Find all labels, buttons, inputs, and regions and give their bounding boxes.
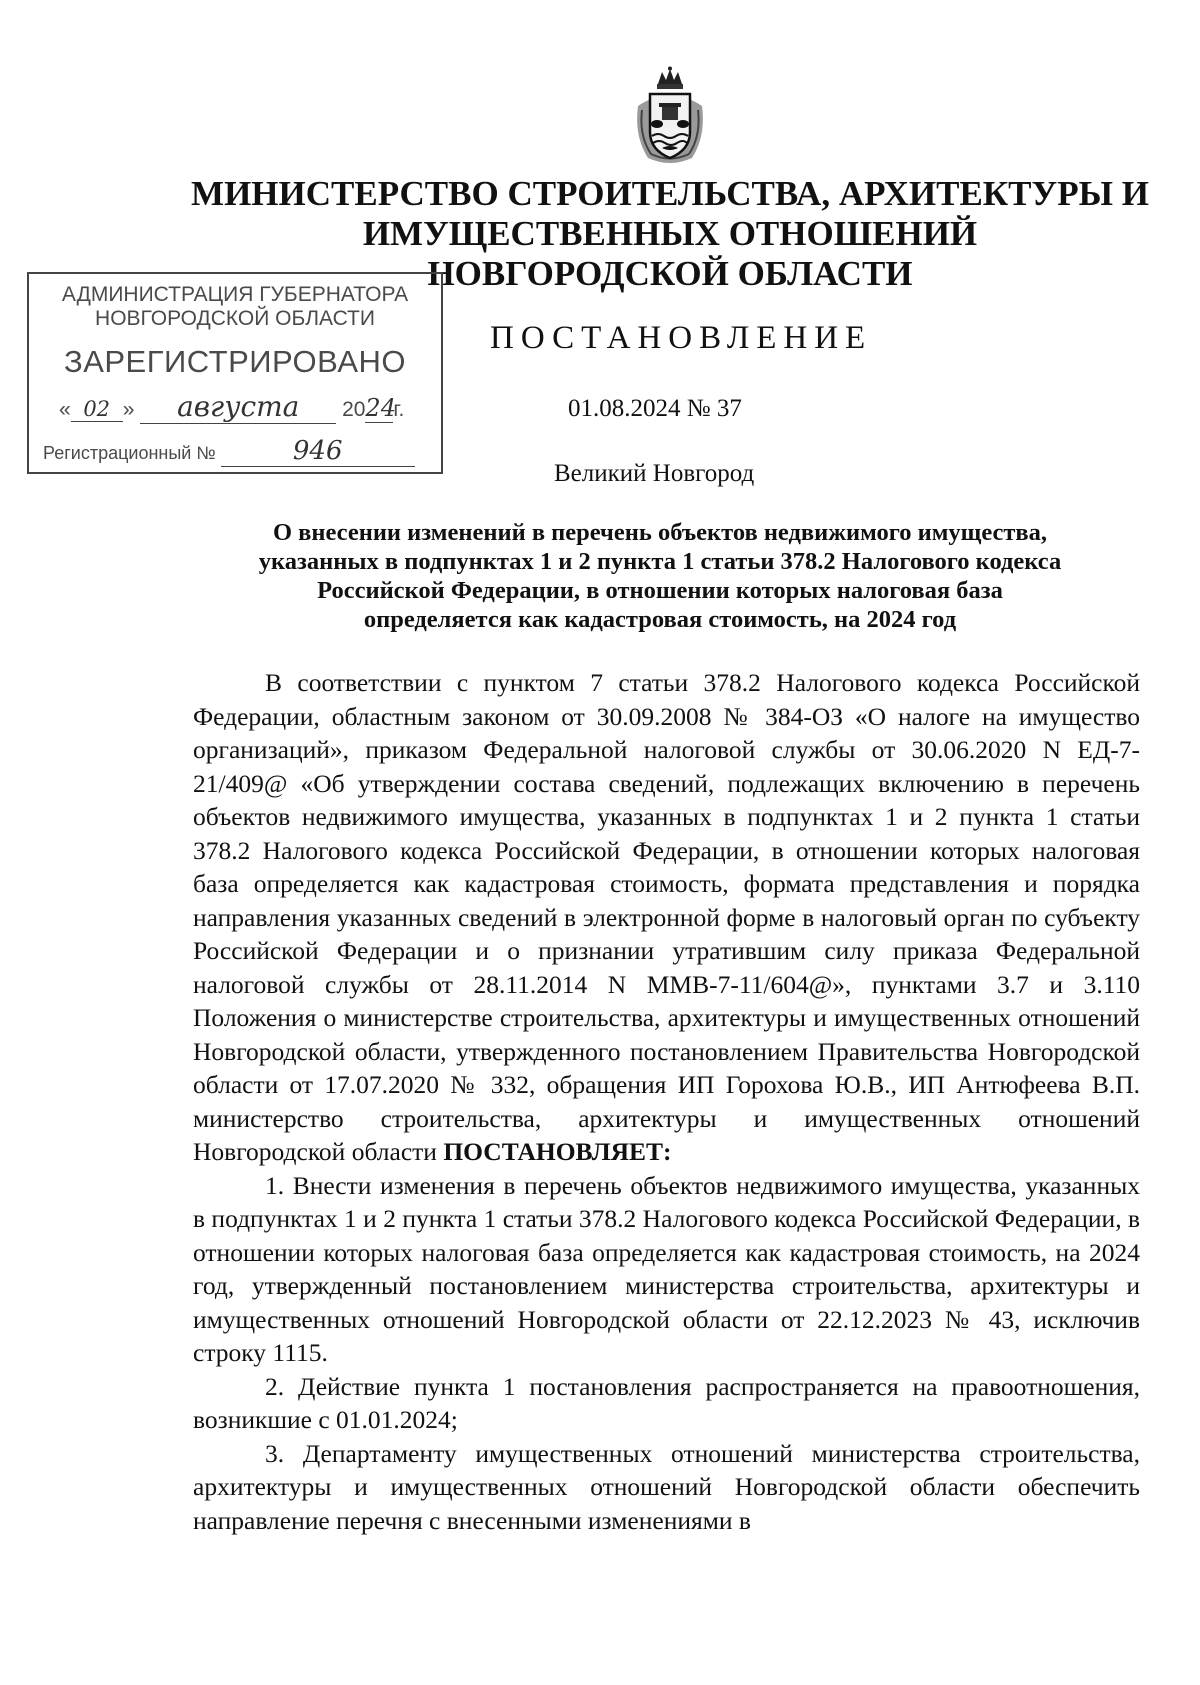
subject-line-1: О внесении изменений в перечень объектов недвижимого имущества, [272, 519, 1048, 546]
stamp-org-line-2: НОВГОРОДСКОЙ ОБЛАСТИ [95, 307, 375, 330]
subject-line-2: указанных в подпунктах 1 и 2 пункта 1 статьи 378.2 Налогового кодекса [258, 548, 1062, 575]
ministry-title-line-2: ИМУЩЕСТВЕННЫХ ОТНОШЕНИЙ [362, 214, 978, 253]
stamp-year-prefix: 20 [342, 398, 366, 421]
item-1-paragraph: 1. Внести изменения в перечень объектов недвижимого имущества, указанных в подпунктах 1 и 2 пункта 1 статьи 378.2 Налогового кодекса Российской Федерации, в отношении которых налоговая база определяется как кадастровая стоимость, на 2024 год, утвержденный постановлением министерства строительства, архитектуры и имущественных отношений Новгородской области от 22.12.2023 № 43, исключив строку 1115. [193, 1170, 1140, 1367]
stamp-year-suffix: 24 [365, 394, 396, 422]
item-3-paragraph: 3. Департаменту имущественных отношений министерства строительства, архитектуры и имущественных отношений Новгородской области обеспечить направление перечня с внесенными изменениями в [193, 1438, 1140, 1535]
stamp-org-line-1: АДМИНИСТРАЦИЯ ГУБЕРНАТОРА [61, 283, 409, 306]
stamp-registration-line [43, 436, 443, 467]
document-city: Великий Новгород [554, 460, 755, 487]
stamp-date-line: « 02 » августа 2024г. [59, 390, 405, 423]
document-date: 01.08.2024 [568, 395, 681, 422]
stamp-reg-number: 946 [221, 436, 415, 467]
document-body [193, 666, 1140, 1537]
ministry-title-line-1: МИНИСТЕРСТВО СТРОИТЕЛЬСТВА, АРХИТЕКТУРЫ И [191, 174, 1149, 213]
stamp-month: августа [140, 390, 336, 424]
stamp-registered-label: ЗАРЕГИСТРИРОВАНО [63, 344, 406, 379]
item-2-paragraph: 2. Действие пункта 1 постановления распространяется на правоотношения, возникшие с 01.01.2024; [193, 1371, 1140, 1434]
document-date-number [568, 395, 742, 423]
stamp-day: 02 [71, 397, 123, 422]
preamble-text: В соответствии с пунктом 7 статьи 378.2 Налогового кодекса Российской Федерации, областным законом от 30.09.2008 № 384-ОЗ «О налоге на имущество организаций», приказом Федеральной налоговой службы от 30.06.2020 N ЕД-7-21/409@ «Об утверждении состава сведений, подлежащих включению в перечень объектов недвижимого имущества, указанных в подпунктах 1 и 2 пункта 1 статьи 378.2 Налогового кодекса Российской Федерации, в отношении которых налоговая база определяется как кадастровая стоимость, формата представления и порядка направления указанных сведений в электронной форме в налоговый орган по субъекту Российской Федерации и о признании утратившим силу приказа Федеральной налоговой службы от 28.11.2014 N ММВ-7-11/604@», пунктами 3.7 и 3.110 Положения о министерстве строительства, архитектуры и имущественных отношений Новгородской области, утвержденного постановлением Правительства Новгородской области от 17.07.2020 № 332, обращения ИП Горохова Ю.В., ИП Антюфеева В.П. министерство строительства, архитектуры и имущественных отношений Новгородской области [193, 668, 1140, 1166]
stamp-year-unit: г. [393, 398, 405, 421]
document-number: 37 [716, 395, 742, 422]
decree-word: ПОСТАНОВЛЯЕТ: [443, 1137, 672, 1166]
document-type: ПОСТАНОВЛЕНИЕ [490, 320, 873, 356]
novgorod-coat-of-arms-icon [628, 66, 712, 170]
subject-line-3: Российской Федерации, в отношении которых налоговая база [317, 577, 1003, 604]
document-subject [200, 518, 1120, 634]
document-number-sign: № [686, 395, 711, 422]
stamp-reg-label: Регистрационный № [43, 443, 216, 463]
subject-line-4: определяется как кадастровая стоимость, на 2024 год [363, 606, 957, 633]
preamble-paragraph [193, 666, 1140, 1169]
registration-stamp [27, 272, 443, 474]
ministry-title-line-3: НОВГОРОДСКОЙ ОБЛАСТИ [427, 254, 913, 293]
